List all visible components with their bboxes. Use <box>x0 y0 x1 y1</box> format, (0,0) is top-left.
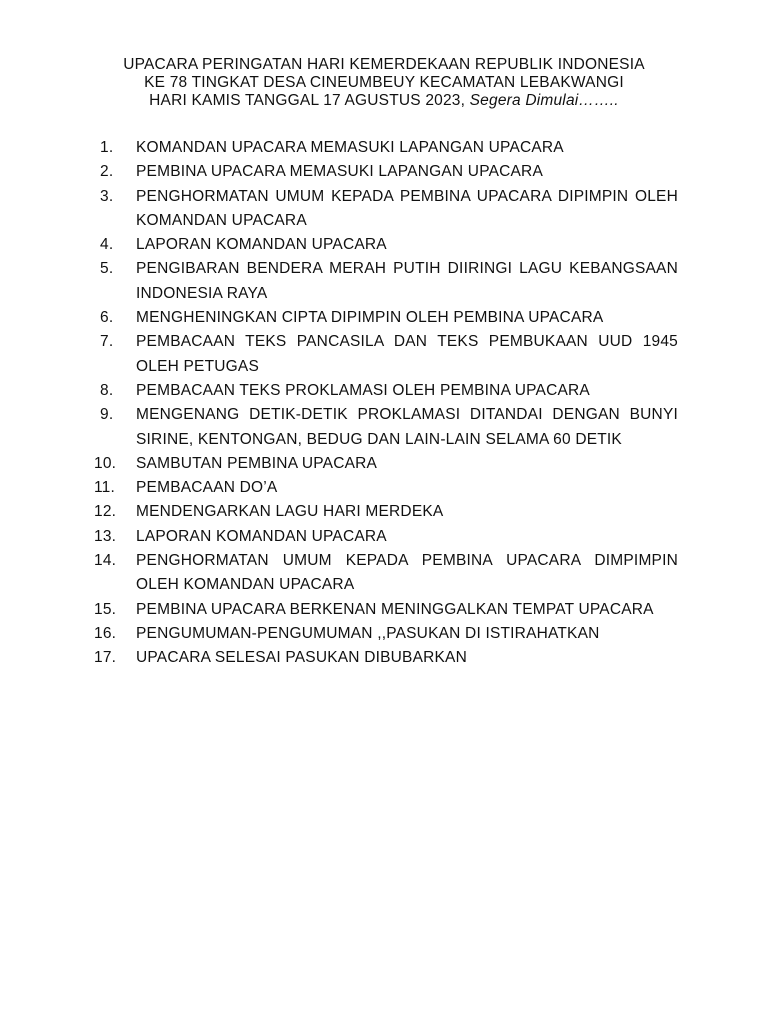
item-number: 5. <box>100 260 114 278</box>
item-number: 6. <box>100 309 114 327</box>
item-text: PENGHORMATAN UMUM KEPADA PEMBINA UPACARA DIMPIMPIN OLEH KOMANDAN UPACARA <box>136 552 678 594</box>
item-text: MENGHENINGKAN CIPTA DIPIMPIN OLEH PEMBINA UPACARA <box>136 309 604 327</box>
item-number: 13. <box>94 527 117 545</box>
list-item <box>94 622 678 646</box>
item-text: LAPORAN KOMANDAN UPACARA <box>136 236 387 254</box>
item-text: PEMBINA UPACARA MEMASUKI LAPANGAN UPACARA <box>136 163 543 181</box>
list-item <box>100 379 678 403</box>
list-item <box>94 452 678 476</box>
item-text: PEMBACAAN TEKS PROKLAMASI OLEH PEMBINA UPACARA <box>136 381 590 399</box>
item-text: UPACARA SELESAI PASUKAN DIBUBARKAN <box>136 649 467 667</box>
item-number: 12. <box>94 503 117 521</box>
list-item <box>100 257 678 306</box>
item-text: PEMBACAAN DO’A <box>136 479 278 497</box>
list-item <box>94 646 678 670</box>
list-item <box>94 500 678 524</box>
item-number: 4. <box>100 236 114 254</box>
item-number: 9. <box>100 406 114 424</box>
item-text: PEMBACAAN TEKS PANCASILA DAN TEKS PEMBUKAAN UUD 1945 OLEH PETUGAS <box>136 333 678 375</box>
document-header <box>60 56 708 110</box>
item-number: 15. <box>94 600 117 618</box>
item-text: MENGENANG DETIK-DETIK PROKLAMASI DITANDAI DENGAN BUNYI SIRINE, KENTONGAN, BEDUG DAN LAIN-LAIN SELAMA 60 DETIK <box>136 406 678 448</box>
item-number: 14. <box>94 552 117 570</box>
ceremony-program-list <box>94 136 678 671</box>
list-item <box>100 136 678 160</box>
item-number: 11. <box>94 479 115 497</box>
header-date: HARI KAMIS TANGGAL 17 AGUSTUS 2023, <box>149 92 470 109</box>
item-text: KOMANDAN UPACARA MEMASUKI LAPANGAN UPACARA <box>136 139 564 156</box>
item-number: 8. <box>100 381 114 399</box>
list-item <box>94 549 678 598</box>
item-number: 7. <box>100 333 114 351</box>
item-number: 1. <box>100 139 114 156</box>
list-item <box>100 160 678 184</box>
list-item <box>100 330 678 379</box>
item-text: PENGIBARAN BENDERA MERAH PUTIH DIIRINGI LAGU KEBANGSAAN INDONESIA RAYA <box>136 260 678 302</box>
list-item <box>100 403 678 452</box>
list-item <box>94 476 678 500</box>
list-item <box>94 598 678 622</box>
item-text: PENGUMUMAN-PENGUMUMAN ,,PASUKAN DI ISTIRAHATKAN <box>136 624 600 642</box>
list-item <box>100 185 678 234</box>
list-item <box>100 306 678 330</box>
item-text: PEMBINA UPACARA BERKENAN MENINGGALKAN TEMPAT UPACARA <box>136 600 654 618</box>
header-status: Segera Dimulai…….. <box>469 92 619 109</box>
item-number: 2. <box>100 163 114 181</box>
header-line-3 <box>60 92 708 110</box>
item-text: SAMBUTAN PEMBINA UPACARA <box>136 454 378 472</box>
list-item <box>94 525 678 549</box>
item-number: 17. <box>94 649 117 667</box>
item-number: 16. <box>94 624 117 642</box>
header-line-1: UPACARA PERINGATAN HARI KEMERDEKAAN REPUBLIK INDONESIA <box>123 56 645 73</box>
list-item <box>100 233 678 257</box>
item-number: 10. <box>94 454 117 472</box>
item-text: MENDENGARKAN LAGU HARI MERDEKA <box>136 503 444 521</box>
header-line-2: KE 78 TINGKAT DESA CINEUMBEUY KECAMATAN LEBAKWANGI <box>144 74 624 91</box>
item-text: LAPORAN KOMANDAN UPACARA <box>136 527 387 545</box>
item-number: 3. <box>100 187 114 205</box>
item-text: PENGHORMATAN UMUM KEPADA PEMBINA UPACARA DIPIMPIN OLEH KOMANDAN UPACARA <box>136 187 678 229</box>
